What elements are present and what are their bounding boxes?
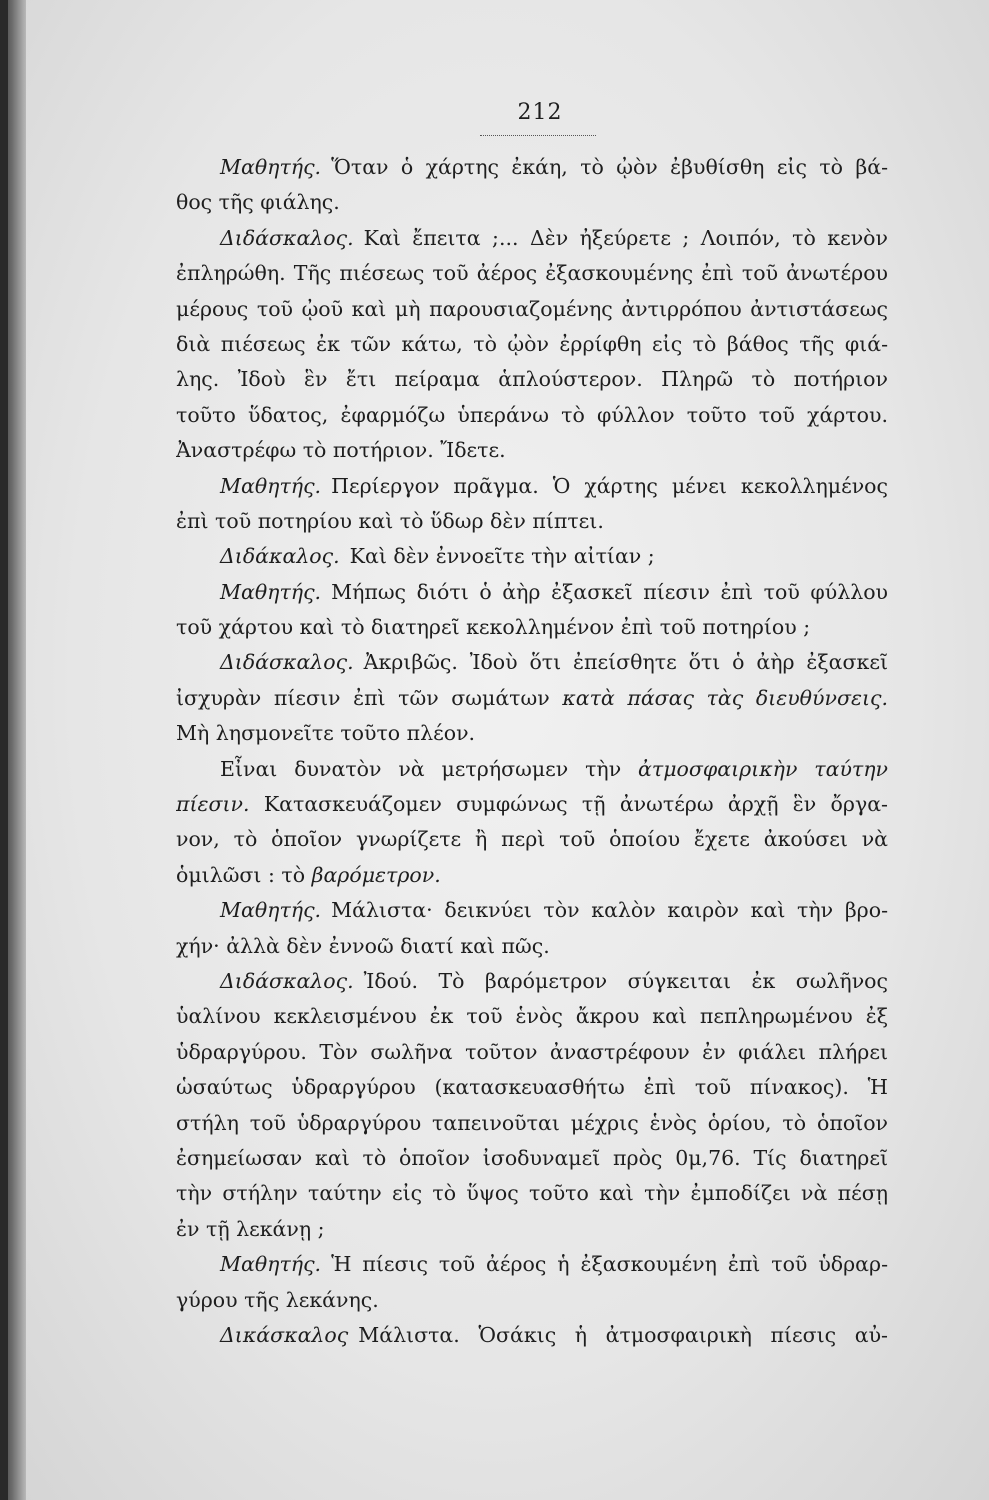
text-line bbox=[176, 893, 888, 928]
line-text: τοῦτο ὕδατος, ἐφαρμόζω ὑπεράνω τὸ φύλλον τοῦτο τοῦ χάρτου. bbox=[176, 402, 888, 427]
line-text: στήλη τοῦ ὑδραργύρου ταπεινοῦται μέχρις ἑνὸς ὁρίου, τὸ ὁποῖον bbox=[176, 1110, 888, 1135]
speaker-label: Μαθητής. bbox=[220, 898, 322, 923]
text-line bbox=[176, 681, 888, 716]
text-line bbox=[176, 1283, 888, 1318]
body-text bbox=[176, 150, 888, 1353]
text-line bbox=[176, 610, 888, 645]
text-line bbox=[176, 1070, 888, 1105]
emphasis-text: ἀτμοσφαιρικὴν ταύτην bbox=[638, 756, 888, 781]
line-text: Ἀκριβῶς. Ἰδοὺ ὅτι ἐπείσθητε ὅτι ὁ ἀὴρ ἐξασκεῖ bbox=[363, 650, 888, 675]
page-number: 212 bbox=[517, 100, 563, 125]
speaker-label: Διδάσκαλος. bbox=[220, 968, 354, 993]
speaker-label: Διδάσκαλος. bbox=[220, 650, 354, 675]
line-text: ἐν τῇ λεκάνῃ ; bbox=[176, 1216, 325, 1241]
speaker-label: Μαθητής. bbox=[220, 579, 322, 604]
text-line bbox=[176, 858, 888, 893]
text-line bbox=[176, 964, 888, 999]
text-line bbox=[176, 1141, 888, 1176]
line-text: ἐπὶ τοῦ ποτηρίου καὶ τὸ ὕδωρ δὲν πίπτει. bbox=[176, 508, 604, 533]
line-text: Καὶ ἔπειτα ;... Δὲν ἠξεύρετε ; Λοιπόν, τὸ κενὸν bbox=[363, 225, 888, 250]
line-text: λης. Ἰδοὺ ἓν ἔτι πείραμα ἁπλούστερον. Πληρῶ τὸ ποτήριον bbox=[176, 367, 888, 392]
line-text: Μάλιστα· δεικνύει τὸν καλὸν καιρὸν καὶ τὴν βρο- bbox=[331, 898, 888, 923]
text-line bbox=[176, 504, 888, 539]
line-text: ἰσχυρὰν πίεσιν ἐπὶ τῶν σωμάτων bbox=[176, 685, 550, 710]
text-line bbox=[176, 539, 888, 574]
line-text: γύρου τῆς λεκάνης. bbox=[176, 1287, 379, 1312]
text-line bbox=[176, 185, 888, 220]
text-line bbox=[176, 575, 888, 610]
text-line bbox=[176, 1176, 888, 1211]
line-text: νον, τὸ ὁποῖον γνωρίζετε ἢ περὶ τοῦ ὁποίου ἔχετε ἀκούσει νὰ bbox=[176, 827, 888, 852]
line-text: μέρους τοῦ ᾠοῦ καὶ μὴ παρουσιαζομένης ἀντιρρόπου ἀντιστάσεως bbox=[176, 296, 888, 321]
text-line bbox=[176, 362, 888, 397]
speaker-label: Μαθητής. bbox=[220, 473, 322, 498]
text-line bbox=[176, 1035, 888, 1070]
line-text: θος τῆς φιάλης. bbox=[176, 190, 340, 215]
line-text: τὴν στήλην ταύτην εἰς τὸ ὕψος τοῦτο καὶ τὴν ἐμποδίζει νὰ πέσῃ bbox=[176, 1181, 888, 1206]
line-text: Καὶ δὲν ἐννοεῖτε τὴν αἰτίαν ; bbox=[349, 544, 655, 569]
speaker-label: Μαθητής. bbox=[220, 155, 322, 179]
text-line bbox=[176, 929, 888, 964]
line-text: ἐσημείωσαν καὶ τὸ ὁποῖον ἰσοδυναμεῖ πρὸς 0μ,76. Τίς διατηρεῖ bbox=[176, 1145, 888, 1170]
line-text: Εἶναι δυνατὸν νὰ μετρήσωμεν τὴν bbox=[220, 756, 622, 781]
line-text: Ἡ πίεσις τοῦ ἀέρος ἡ ἐξασκουμένη ἐπὶ τοῦ ὑδραρ- bbox=[331, 1252, 888, 1277]
text-line bbox=[176, 1212, 888, 1247]
emphasis-text: κατὰ πάσας τὰς διευθύνσεις. bbox=[562, 685, 888, 710]
line-text: ὑδραργύρου. Τὸν σωλῆνα τοῦτον ἀναστρέφουν ἐν φιάλει πλήρει bbox=[176, 1039, 888, 1064]
line-text: ἐπληρώθη. Τῆς πιέσεως τοῦ ἀέρος ἐξασκουμένης ἐπὶ τοῦ ἀνωτέρου bbox=[176, 261, 888, 286]
line-text: Περίεργον πρᾶγμα. Ὁ χάρτης μένει κεκολλημένος bbox=[331, 473, 888, 498]
text-line bbox=[176, 752, 888, 787]
emphasis-text: πίεσιν. bbox=[176, 792, 250, 817]
line-text: ὁμιλῶσι : τὸ bbox=[176, 862, 306, 887]
text-line bbox=[176, 256, 888, 291]
line-text: Ἰδού. Τὸ βαρόμετρον σύγκειται ἐκ σωλῆνος bbox=[363, 968, 888, 993]
page-gutter-edge bbox=[0, 0, 8, 1500]
line-text: τοῦ χάρτου καὶ τὸ διατηρεῖ κεκολλημένον ἐπὶ τοῦ ποτηρίου ; bbox=[176, 615, 811, 640]
line-text: Μάλιστα. Ὁσάκις ἡ ἀτμοσφαιρικὴ πίεσις αὐ- bbox=[358, 1322, 888, 1347]
line-text: Ἀναστρέφω τὸ ποτήριον. Ἴδετε. bbox=[176, 438, 506, 463]
line-text: χήν· ἀλλὰ δὲν ἐννοῶ διατί καὶ πῶς. bbox=[176, 933, 550, 958]
text-line bbox=[176, 645, 888, 680]
line-text: Ὅταν ὁ χάρτης ἐκάη, τὸ ᾠὸν ἐβυθίσθη εἰς τὸ βά- bbox=[331, 155, 888, 179]
text-line bbox=[176, 716, 888, 751]
text-line bbox=[176, 433, 888, 468]
text-line bbox=[176, 221, 888, 256]
line-text: Κατασκευάζομεν συμφώνως τῇ ἀνωτέρω ἀρχῇ ἓν ὄργα- bbox=[263, 792, 888, 817]
speaker-label: Διδάκαλος. bbox=[220, 544, 340, 569]
text-line bbox=[176, 787, 888, 822]
text-line bbox=[176, 999, 888, 1034]
speaker-label: Διδάσκαλος. bbox=[220, 225, 354, 250]
line-text: διὰ πιέσεως ἐκ τῶν κάτω, τὸ ᾠὸν ἐρρίφθη εἰς τὸ βάθος τῆς φιά- bbox=[176, 331, 888, 356]
text-line bbox=[176, 1247, 888, 1282]
header-rule bbox=[480, 135, 596, 136]
text-line bbox=[176, 822, 888, 857]
text-line bbox=[176, 398, 888, 433]
line-text: ὑαλίνου κεκλεισμένου ἐκ τοῦ ἑνὸς ἄκρου καὶ πεπληρωμένου ἐξ bbox=[176, 1004, 888, 1029]
line-text: Μήπως διότι ὁ ἀὴρ ἐξασκεῖ πίεσιν ἐπὶ τοῦ φύλλου bbox=[331, 579, 888, 604]
line-text: Μὴ λησμονεῖτε τοῦτο πλέον. bbox=[176, 721, 476, 746]
text-line bbox=[176, 327, 888, 362]
text-line bbox=[176, 150, 888, 185]
emphasis-text: βαρόμετρον. bbox=[311, 862, 441, 887]
text-line bbox=[176, 1106, 888, 1141]
line-text: ὡσαύτως ὑδραργύρου (κατασκευασθήτω ἐπὶ τοῦ πίνακος). Ἡ bbox=[176, 1075, 888, 1100]
text-line bbox=[176, 292, 888, 327]
speaker-label: Μαθητής. bbox=[220, 1252, 322, 1277]
text-line bbox=[176, 1318, 888, 1353]
text-line bbox=[176, 469, 888, 504]
speaker-label: Δικάσκαλος bbox=[220, 1322, 349, 1347]
